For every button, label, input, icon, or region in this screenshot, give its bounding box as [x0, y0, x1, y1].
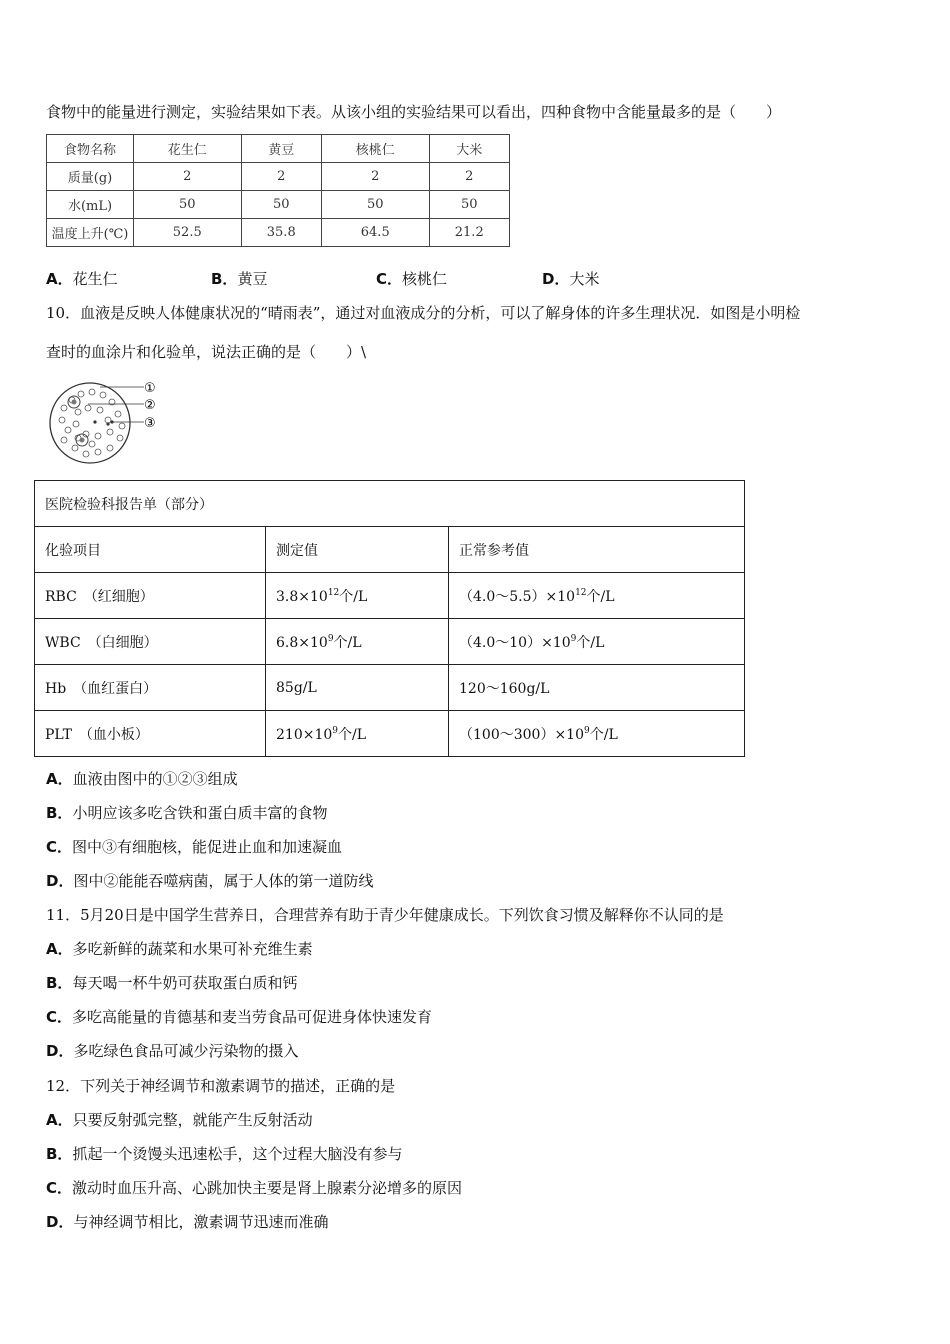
option-text: 血液由图中的①②③组成	[72, 770, 238, 788]
q11-option-a[interactable]	[46, 939, 313, 959]
value-base: 3.8×10	[276, 588, 328, 605]
option-label: D．	[46, 1213, 74, 1231]
option-label: B．	[46, 804, 73, 822]
q12-option-b[interactable]	[46, 1144, 402, 1164]
table-row	[35, 711, 745, 757]
option-label: C．	[46, 838, 73, 856]
table-cell: 2	[134, 163, 242, 191]
q10-option-c[interactable]	[46, 837, 342, 857]
ref-base: （100～300）×10	[459, 726, 584, 743]
table-row	[47, 219, 510, 247]
table-cell: Hb （血红蛋白）	[35, 665, 266, 711]
table-cell: 50	[241, 191, 321, 219]
value-exponent: 9	[327, 633, 334, 644]
table-cell: 21.2	[429, 219, 510, 247]
option-text: 抓起一个烫馒头迅速松手，这个过程大脑没有参与	[72, 1145, 403, 1163]
option-label: A．	[46, 940, 73, 958]
table-cell: 50	[321, 191, 429, 219]
ref-unit: 个/L	[589, 726, 618, 743]
option-text: 多吃高能量的肯德基和麦当劳食品可促进身体快速发育	[72, 1008, 433, 1026]
table-cell: 64.5	[321, 219, 429, 247]
option-label: D．	[46, 1042, 74, 1060]
ref-base: （4.0～10）×10	[459, 634, 571, 651]
table-cell: 质量(g)	[47, 163, 134, 191]
table-header-cell: 化验项目	[35, 527, 266, 573]
value-unit: 个/L	[338, 726, 367, 743]
report-title: 医院检验科报告单（部分）	[35, 481, 745, 527]
table-cell: 温度上升(℃)	[47, 219, 134, 247]
table-cell	[266, 711, 449, 757]
table-cell	[266, 619, 449, 665]
option-text: 多吃新鲜的蔬菜和水果可补充维生素	[72, 940, 313, 958]
blood-smear-figure	[48, 378, 160, 468]
option-label: C．	[46, 1008, 73, 1026]
table-row	[35, 573, 745, 619]
q12-option-d[interactable]	[46, 1212, 328, 1232]
option-label: C．	[376, 270, 403, 288]
q12-stem: 12．下列关于神经调节和激素调节的描述，正确的是	[46, 1077, 396, 1095]
q9-option-c[interactable]	[376, 268, 447, 289]
option-label: A．	[46, 270, 73, 288]
option-text: 黄豆	[237, 270, 268, 288]
table-row	[35, 481, 745, 527]
q9-option-d[interactable]	[542, 268, 599, 289]
table-cell: 水(mL)	[47, 191, 134, 219]
ref-exponent: 9	[584, 725, 590, 736]
q11-stem: 11．5月20日是中国学生营养日，合理营养有助于青少年健康成长。下列饮食习惯及解释你不认同的是	[46, 906, 724, 924]
ref-exponent: 12	[575, 587, 587, 598]
table-cell: 50	[134, 191, 242, 219]
figure-label-2: ②	[144, 398, 156, 413]
option-text: 每天喝一杯牛奶可获取蛋白质和钙	[72, 974, 298, 992]
value-exponent: 12	[327, 587, 340, 598]
q9-option-a[interactable]	[46, 268, 118, 289]
q11-option-b[interactable]	[46, 973, 297, 993]
table-header-cell: 大米	[429, 135, 510, 163]
table-row	[47, 163, 510, 191]
table-cell: 2	[429, 163, 510, 191]
table-cell: 2	[241, 163, 321, 191]
table-cell	[449, 573, 745, 619]
option-label: C．	[46, 1179, 73, 1197]
table-row	[35, 527, 745, 573]
q10-option-b[interactable]	[46, 803, 327, 823]
table-row	[47, 191, 510, 219]
figure-label-1: ①	[144, 381, 156, 396]
option-label: A．	[46, 770, 73, 788]
option-text: 核桃仁	[402, 270, 448, 288]
q10-option-d[interactable]	[46, 871, 373, 891]
table-header-cell: 核桃仁	[321, 135, 429, 163]
q10-option-a[interactable]	[46, 769, 238, 789]
q9-options	[46, 268, 746, 290]
table-cell	[266, 573, 449, 619]
value-unit: 个/L	[333, 634, 362, 651]
table-cell: RBC （红细胞）	[35, 573, 266, 619]
q12-option-a[interactable]	[46, 1110, 313, 1130]
table-cell: 35.8	[241, 219, 321, 247]
table-cell: 50	[429, 191, 510, 219]
table-row	[35, 665, 745, 711]
option-label: D．	[542, 270, 570, 288]
value-unit: 个/L	[339, 588, 368, 605]
table-cell: 2	[321, 163, 429, 191]
table-cell: PLT （血小板）	[35, 711, 266, 757]
table-cell	[449, 619, 745, 665]
ref-base: 120～160g/L	[459, 680, 550, 697]
option-label: B．	[211, 270, 238, 288]
option-label: D．	[46, 872, 74, 890]
value-base: 210×10	[276, 726, 333, 743]
q10-stem-line-2: 查时的血涂片和化验单，说法正确的是（ ）\	[46, 343, 367, 361]
table-cell	[266, 665, 449, 711]
option-text: 图中③有细胞核，能促进止血和加速凝血	[72, 838, 343, 856]
option-text: 多吃绿色食品可减少污染物的摄入	[73, 1042, 299, 1060]
table-header-cell: 测定值	[266, 527, 449, 573]
value-base: 6.8×10	[276, 634, 328, 651]
q10-stem-line-1: 10．血液是反映人体健康状况的“晴雨表”，通过对血液成分的分析，可以了解身体的许多生理状况．如图是小明检	[46, 304, 801, 322]
option-text: 只要反射弧完整，就能产生反射活动	[72, 1111, 313, 1129]
option-text: 图中②能能吞噬病菌，属于人体的第一道防线	[73, 872, 374, 890]
table-header-cell: 食物名称	[47, 135, 134, 163]
food-energy-table	[46, 134, 510, 247]
q9-intro: 食物中的能量进行测定，实验结果如下表。从该小组的实验结果可以看出，四种食物中含能量最多的是（ ）	[46, 103, 782, 121]
lab-report-table	[34, 480, 745, 757]
table-cell: WBC （白细胞）	[35, 619, 266, 665]
table-header-cell: 花生仁	[134, 135, 242, 163]
option-text: 小明应该多吃含铁和蛋白质丰富的食物	[72, 804, 328, 822]
option-text: 大米	[569, 270, 600, 288]
q9-option-b[interactable]	[211, 268, 267, 289]
ref-unit: 个/L	[576, 634, 605, 651]
table-cell: 52.5	[134, 219, 242, 247]
q11-option-c[interactable]	[46, 1007, 432, 1027]
option-label: B．	[46, 1145, 73, 1163]
ref-exponent: 9	[570, 633, 577, 644]
option-text: 与神经调节相比，激素调节迅速而准确	[73, 1213, 329, 1231]
q11-option-d[interactable]	[46, 1041, 298, 1061]
ref-unit: 个/L	[586, 588, 615, 605]
option-text: 花生仁	[72, 270, 118, 288]
option-label: B．	[46, 974, 73, 992]
table-cell	[449, 665, 745, 711]
value-exponent: 9	[332, 725, 339, 736]
ref-base: （4.0～5.5）×10	[459, 588, 576, 605]
option-label: A．	[46, 1111, 73, 1129]
table-header-cell: 正常参考值	[449, 527, 745, 573]
q12-option-c[interactable]	[46, 1178, 462, 1198]
table-cell	[449, 711, 745, 757]
table-row	[47, 135, 510, 163]
option-text: 激动时血压升高、心跳加快主要是肾上腺素分泌增多的原因	[72, 1179, 463, 1197]
value-base: 85g/L	[276, 679, 317, 696]
table-header-cell: 黄豆	[241, 135, 321, 163]
figure-label-3: ③	[144, 416, 156, 431]
table-row	[35, 619, 745, 665]
